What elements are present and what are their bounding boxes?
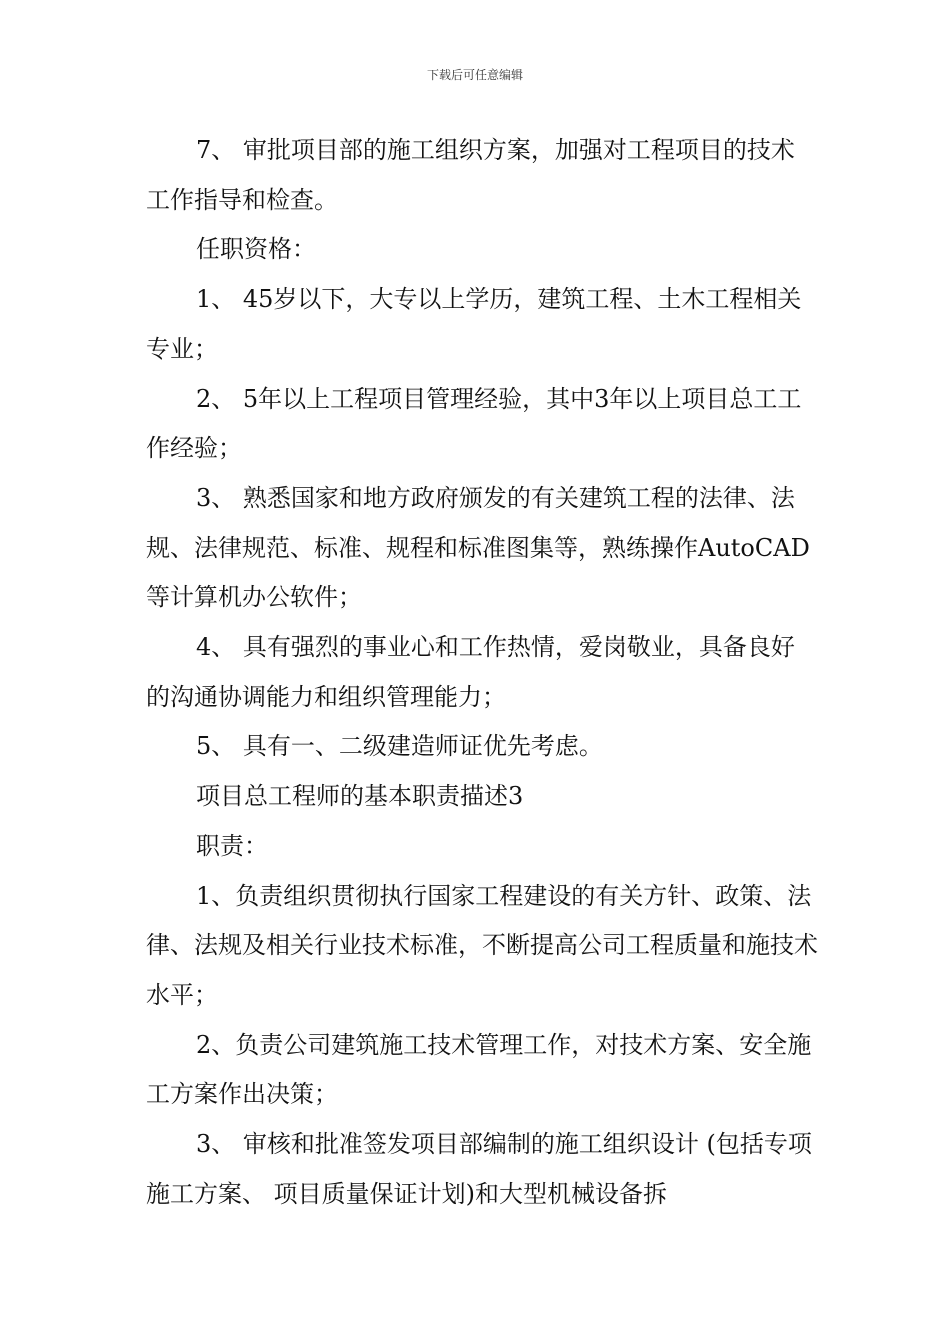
section-heading-qualifications: 任职资格： [196,235,316,264]
paragraph: 2、 5年以上工程项目管理经验，其中3年以上项目总工工作经验； [146,384,802,463]
page-header: 下载后可任意编辑 [426,68,523,82]
paragraph: 2、负责公司建筑施工技术管理工作，对技术方案、安全施工方案作出决策； [146,1030,812,1109]
document-body [146,126,818,1219]
paragraph: 3、 熟悉国家和地方政府颁发的有关建筑工程的法律、法规、法律规范、标准、规程和标准图集等，熟练操作AutoCAD等计算机办公软件； [146,483,810,612]
paragraph: 1、负责组织贯彻执行国家工程建设的有关方针、政策、法律、法规及相关行业技术标准，不断提高公司工程质量和施技术水平； [146,881,818,1009]
paragraph: 7、 审批项目部的施工组织方案，加强对工程项目的技术工作指导和检查。 [146,136,795,214]
section-title: 项目总工程师的基本职责描述3 [196,782,524,811]
paragraph: 3、 审核和批准签发项目部编制的施工组织设计 (包括专项施工方案、 项目质量保证计划)和大型机械设备拆 [146,1130,812,1208]
paragraph: 5、 具有一、二级建造师证优先考虑。 [196,732,603,761]
section-heading-duties: 职责： [196,831,268,860]
paragraph: 4、 具有强烈的事业心和工作热情，爱岗敬业，具备良好的沟通协调能力和组织管理能力； [146,633,795,711]
paragraph: 1、 45岁以下，大专以上学历，建筑工程、土木工程相关专业； [146,285,802,363]
